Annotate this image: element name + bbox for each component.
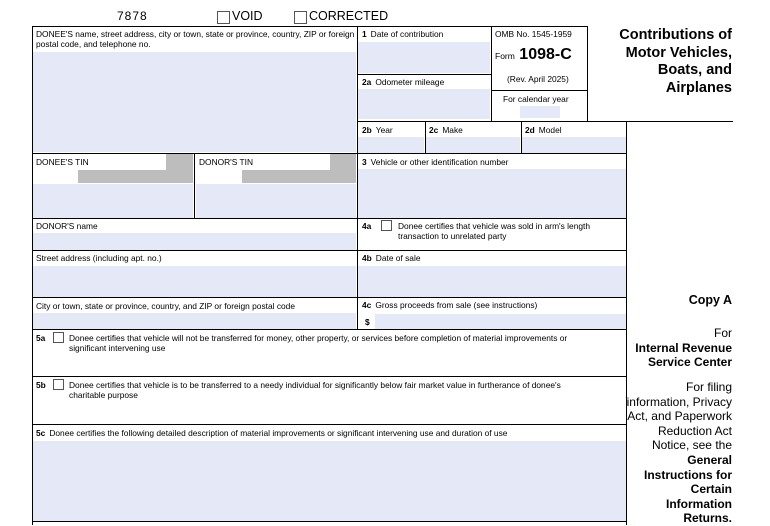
box5b-checkbox[interactable]: [53, 379, 64, 390]
date-of-contribution-field[interactable]: [358, 42, 490, 73]
form-title: Contributions of Motor Vehicles, Boats, and Airplanes: [619, 27, 732, 96]
donee-tin-field[interactable]: [33, 184, 193, 218]
make-field[interactable]: [426, 137, 520, 153]
box4a-number: 4a: [362, 221, 372, 231]
box2d-label: 2d Model: [525, 125, 562, 135]
donor-tin-tab-side: [330, 153, 356, 183]
box4b-label: 4b Date of sale: [362, 253, 421, 263]
box5b-number: 5b: [36, 380, 46, 390]
void-checkbox[interactable]: [217, 11, 230, 24]
form-number: Form 1098-C: [495, 46, 572, 63]
instructions-note: For filing information, Privacy Act, and Paperwork Reduction Act Notice, see the General Instructions for Certain Information Returns.: [626, 380, 732, 526]
currency-sign: $: [365, 317, 370, 327]
donor-name-field[interactable]: [33, 233, 356, 250]
box5a-number: 5a: [36, 333, 46, 343]
street-address-field[interactable]: [33, 266, 356, 298]
street-address-label: Street address (including apt. no.): [36, 253, 162, 263]
calendar-year-label: For calendar year: [503, 94, 569, 104]
description-field[interactable]: [33, 441, 626, 521]
year-field[interactable]: [358, 137, 424, 153]
omb-number: OMB No. 1545-1959: [495, 29, 572, 39]
box2a-label: 2a Odometer mileage: [362, 77, 445, 87]
copy-label: Copy A: [688, 293, 732, 307]
city-field[interactable]: [33, 313, 356, 330]
donee-tin-label: DONEE'S TIN: [36, 157, 89, 167]
box5a-label: Donee certifies that vehicle will not be transferred for money, other property, or services before completion of material improvements or significant intervening use: [69, 333, 568, 353]
city-label: City or town, state or province, country, and ZIP or foreign postal code: [36, 301, 295, 311]
box5a-checkbox[interactable]: [53, 332, 64, 343]
gross-proceeds-field[interactable]: [375, 314, 626, 330]
donee-name-field[interactable]: [33, 52, 356, 152]
donee-name-label: DONEE'S name, street address, city or town, state or province, country, ZIP or foreign postal code, and telephone no.: [36, 29, 355, 49]
void-label: VOID: [232, 9, 263, 23]
donee-tin-tab-side: [166, 153, 193, 183]
box2b-label: 2b Year: [362, 125, 393, 135]
box4c-label: 4c Gross proceeds from sale (see instructions): [362, 300, 538, 310]
box5c-label: 5c Donee certifies the following detailed description of material improvements or significant intervening use and duration of use: [36, 428, 508, 438]
corrected-label: CORRECTED: [309, 9, 389, 23]
box4a-label: Donee certifies that vehicle was sold in arm's length transaction to unrelated party: [398, 221, 590, 241]
vehicle-id-field[interactable]: [358, 169, 626, 218]
corrected-checkbox[interactable]: [294, 11, 307, 24]
box4a-checkbox[interactable]: [381, 220, 392, 231]
calendar-year-field[interactable]: [520, 106, 560, 118]
revision-date: (Rev. April 2025): [507, 74, 569, 84]
recipient-block: For Internal Revenue Service Center: [635, 326, 732, 370]
box2c-label: 2c Make: [429, 125, 463, 135]
donor-name-label: DONOR'S name: [36, 221, 98, 231]
donor-tin-label: DONOR'S TIN: [199, 157, 254, 167]
odometer-mileage-field[interactable]: [358, 89, 490, 119]
form-code: 7878: [117, 9, 148, 23]
model-field[interactable]: [522, 137, 626, 153]
donor-tin-field[interactable]: [196, 184, 356, 218]
date-of-sale-field[interactable]: [358, 266, 626, 298]
box5b-label: Donee certifies that vehicle is to be transferred to a needy individual for significantly below fair market value in furtherance of donee's charitable purpose: [69, 380, 561, 400]
box1-label: 1 Date of contribution: [362, 29, 444, 39]
box3-label: 3 Vehicle or other identification number: [362, 157, 509, 167]
